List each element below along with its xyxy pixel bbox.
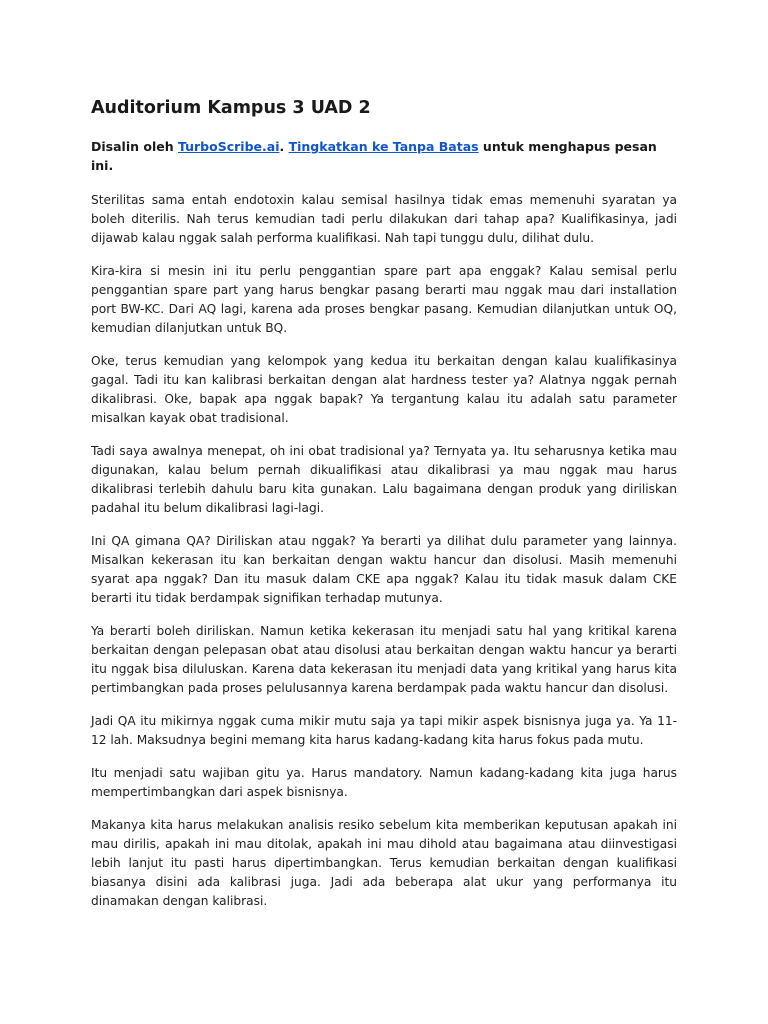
paragraph: Makanya kita harus melakukan analisis resiko sebelum kita memberikan keputusan apakah ini mau dirilis, apakah ini mau ditolak, apakah ini mau dihold atau bagaimana atau diinvestigasi lebih lanjut itu pasti harus dipertimbangkan. Terus kemudian berkaitan dengan kualifikasi biasanya disini ada kalibrasi juga. Jadi ada beberapa alat ukur yang performanya itu dinamakan dengan kalibrasi. [91,818,677,908]
turboscribe-link[interactable]: TurboScribe.ai [177,139,280,154]
notice-separator: . [279,139,289,154]
paragraph: Sterilitas sama entah endotoxin kalau semisal hasilnya tidak emas memenuhi syaratan ya boleh diterilis. Nah terus kemudian tadi perlu dilakukan dari tahap apa? Kualifikasinya, jadi dijawab kalau nggak salah performa kualifikasi. Nah tapi tunggu dulu, dilihat dulu. [91,193,677,245]
document-title: Auditorium Kampus 3 UAD 2 [91,98,371,118]
paragraph: Ini QA gimana QA? Diriliskan atau nggak? Ya berarti ya dilihat dulu parameter yang lainnya. Misalkan kekerasan itu kan berkaitan dengan waktu hancur dan disolusi. Masih memenuhi syarat apa nggak? Dan itu masuk dalam CKE apa nggak? Kalau itu tidak masuk dalam CKE berarti itu tidak berdampak signifikan terhadap mutunya. [91,534,677,605]
paragraph: Kira-kira si mesin ini itu perlu penggantian spare part apa enggak? Kalau semisal perlu penggantian spare part yang harus bengkar pasang berarti mau nggak mau dari installation port BW-KC. Dari AQ lagi, karena ada proses bengkar pasang. Kemudian dilanjutkan untuk OQ, kemudian dilanjutkan untuk BQ. [91,264,677,335]
document-page [91,96,677,925]
paragraph: Jadi QA itu mikirnya nggak cuma mikir mutu saja ya tapi mikir aspek bisnisnya juga ya. Ya 11-12 lah. Maksudnya begini memang kita harus kadang-kadang kita harus fokus pada mutu. [91,714,677,747]
upgrade-unlimited-link[interactable]: Tingkatkan ke Tanpa Batas [288,139,479,154]
paragraph: Tadi saya awalnya menepat, oh ini obat tradisional ya? Ternyata ya. Itu seharusnya ketika mau digunakan, kalau belum pernah dikualifikasi atau dikalibrasi ya mau nggak mau harus dikalibrasi terlebih dahulu baru kita gunakan. Lalu bagaimana dengan produk yang diriliskan padahal itu belum dikalibrasi lagi-lagi. [91,444,677,515]
transcription-notice [91,137,677,175]
paragraph: Oke, terus kemudian yang kelompok yang kedua itu berkaitan dengan kalau kualifikasinya gagal. Tadi itu kan kalibrasi berkaitan dengan alat hardness tester ya? Alatnya nggak pernah dikalibrasi. Oke, bapak apa nggak bapak? Ya tergantung kalau itu adalah satu parameter misalkan kayak obat tradisional. [91,354,677,425]
paragraph: Ya berarti boleh diriliskan. Namun ketika kekerasan itu menjadi satu hal yang kritikal karena berkaitan dengan pelepasan obat atau disolusi atau berkaitan dengan waktu hancur ya berarti itu nggak bisa diluluskan. Karena data kekerasan itu menjadi data yang kritikal yang harus kita pertimbangkan pada proses pelulusannya karena berdampak pada waktu hancur dan disolusi. [91,624,677,695]
paragraph: Itu menjadi satu wajiban gitu ya. Harus mandatory. Namun kadang-kadang kita juga harus mempertimbangkan dari aspek bisnisnya. [91,766,677,799]
transcript-body [91,191,677,911]
notice-suffix: untuk menghapus pesan ini. [91,139,657,173]
notice-prefix: Disalin oleh [91,139,178,154]
